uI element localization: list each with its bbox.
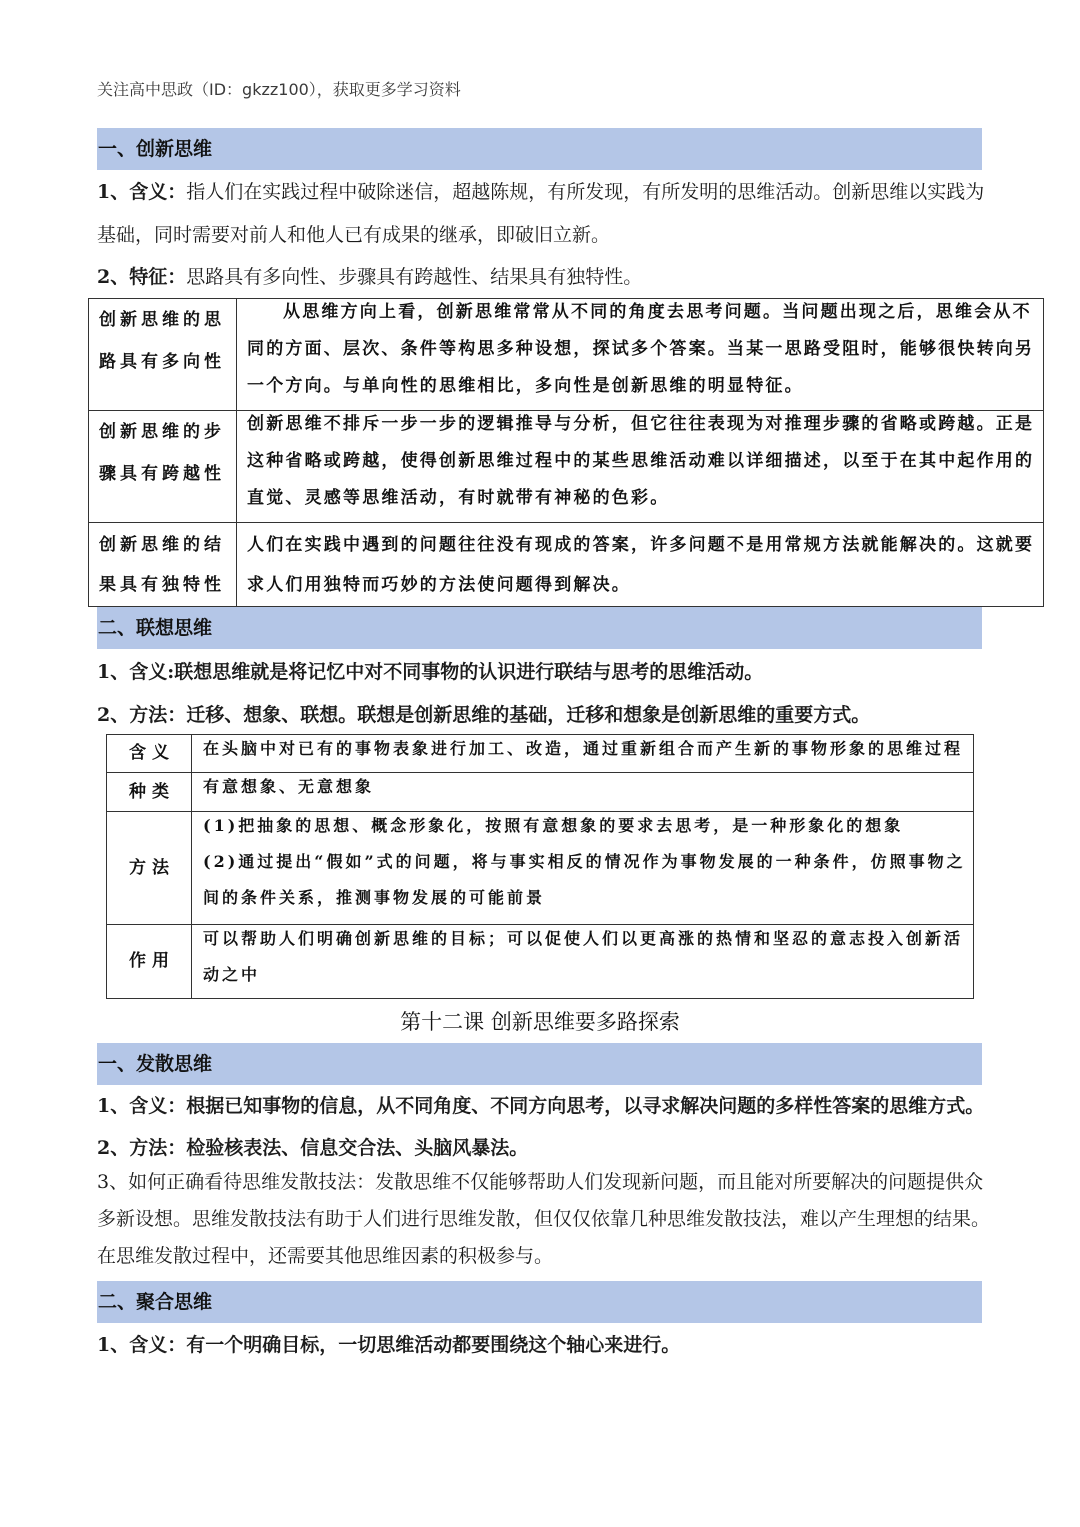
table-row	[89, 523, 1043, 606]
row-text	[192, 769, 973, 807]
row-paragraph: (1)把抽象的思想、概念形象化，按照有意想象的要求去思考，是一种形象化的想象	[203, 816, 904, 835]
row-label: 含义	[107, 735, 192, 772]
row-paragraph: 在头脑中对已有的事物表象进行加工、改造，通过重新组合而产生新的事物形象的思维过程	[203, 739, 964, 758]
table-row	[107, 735, 973, 773]
table-row	[89, 299, 1043, 411]
section-heading-innovative-thinking: 一、创新思维	[97, 128, 982, 170]
row-text: 从思维方向上看，创新思维常常从不同的角度去思考问题。当问题出现之后，思维会从不同的方面、层次、条件等构思多种设想，探试多个答案。当某一思路受阻时，能够很快转向另一个方向。与单向性的思维相比，多向性是创新思维的明显特征。	[247, 302, 1035, 396]
row-label: 创新思维的步骤具有跨越性	[89, 411, 237, 522]
traits-text: 思路具有多向性、步骤具有跨越性、结果具有独特性。	[186, 266, 643, 288]
innovative-definition-paragraph	[97, 171, 993, 257]
row-label: 作用	[107, 925, 192, 998]
row-text: 创新思维不排斥一步一步的逻辑推导与分析，但它往往表现为对推理步骤的省略或跨越。正是这种省略或跨越，使得创新思维过程中的某些思维活动难以详细描述，以至于在其中起作用的直觉、灵感等思维活动，有时就带有神秘的色彩。	[247, 414, 1035, 508]
table-row	[107, 812, 973, 925]
divergent-technique-paragraph: 3、如何正确看待思维发散技法：发散思维不仅能够帮助人们发现新问题，而且能对所要解决的问题提供众多新设想。思维发散技法有助于人们进行思维发散，但仅仅依靠几种思维发散技法，难以产生理想的结果。在思维发散过程中，还需要其他思维因素的积极参与。	[97, 1171, 991, 1267]
definition-label: 1、含义：	[97, 181, 187, 203]
table-row	[89, 411, 1043, 523]
table-row	[107, 925, 973, 998]
row-label: 创新思维的结果具有独特性	[89, 523, 237, 606]
section-heading-associative-thinking: 二、联想思维	[97, 607, 982, 649]
table-row	[107, 773, 973, 812]
row-paragraph: (2)通过提出“假如”式的问题，将与事实相反的情况作为事物发展的一种条件，仿照事物之间的条件关系，推测事物发展的可能前景	[203, 852, 966, 907]
row-paragraph: 有意想象、无意想象	[203, 777, 375, 796]
lesson-title: 第十二课 创新思维要多路探索	[400, 1010, 680, 1034]
header-note: 关注高中思政（ID：gkzz100），获取更多学习资料	[97, 80, 461, 99]
divergent-method-paragraph: 2、方法：检验核表法、信息交合法、头脑风暴法。	[97, 1137, 529, 1159]
traits-table	[88, 298, 1044, 607]
associative-method-paragraph: 2、方法：迁移、想象、联想。联想是创新思维的基础，迁移和想象是创新思维的重要方式。	[97, 704, 871, 726]
imagination-table	[106, 734, 974, 999]
row-paragraph: 可以帮助人们明确创新思维的目标；可以促使人们以更高涨的热情和坚忍的意志投入创新活动之中	[203, 929, 964, 984]
section-heading-divergent-thinking: 一、发散思维	[97, 1043, 982, 1085]
traits-label: 2、特征：	[97, 266, 187, 288]
row-label: 种类	[107, 773, 192, 811]
row-text	[192, 731, 973, 768]
row-text	[192, 921, 973, 994]
associative-definition-paragraph: 1、含义:联想思维就是将记忆中对不同事物的认识进行联结与思考的思维活动。	[97, 661, 764, 683]
convergent-definition-paragraph: 1、含义：有一个明确目标，一切思维活动都要围绕这个轴心来进行。	[97, 1334, 681, 1356]
definition-text: 指人们在实践过程中破除迷信，超越陈规，有所发现，有所发明的思维活动。创新思维以实践为基础，同时需要对前人和他人已有成果的继承，即破旧立新。	[97, 181, 985, 246]
divergent-definition-paragraph: 1、含义：根据已知事物的信息，从不同角度、不同方向思考，以寻求解决问题的多样性答案的思维方式。	[97, 1095, 985, 1117]
innovative-traits-paragraph	[97, 257, 993, 297]
row-label: 创新思维的思路具有多向性	[89, 299, 237, 410]
row-text	[192, 808, 973, 920]
section-heading-convergent-thinking: 二、聚合思维	[97, 1281, 982, 1323]
row-label: 方法	[107, 812, 192, 924]
row-text: 人们在实践中遇到的问题往往没有现成的答案，许多问题不是用常规方法就能解决的。这就要求人们用独特而巧妙的方法使问题得到解决。	[247, 535, 1035, 595]
